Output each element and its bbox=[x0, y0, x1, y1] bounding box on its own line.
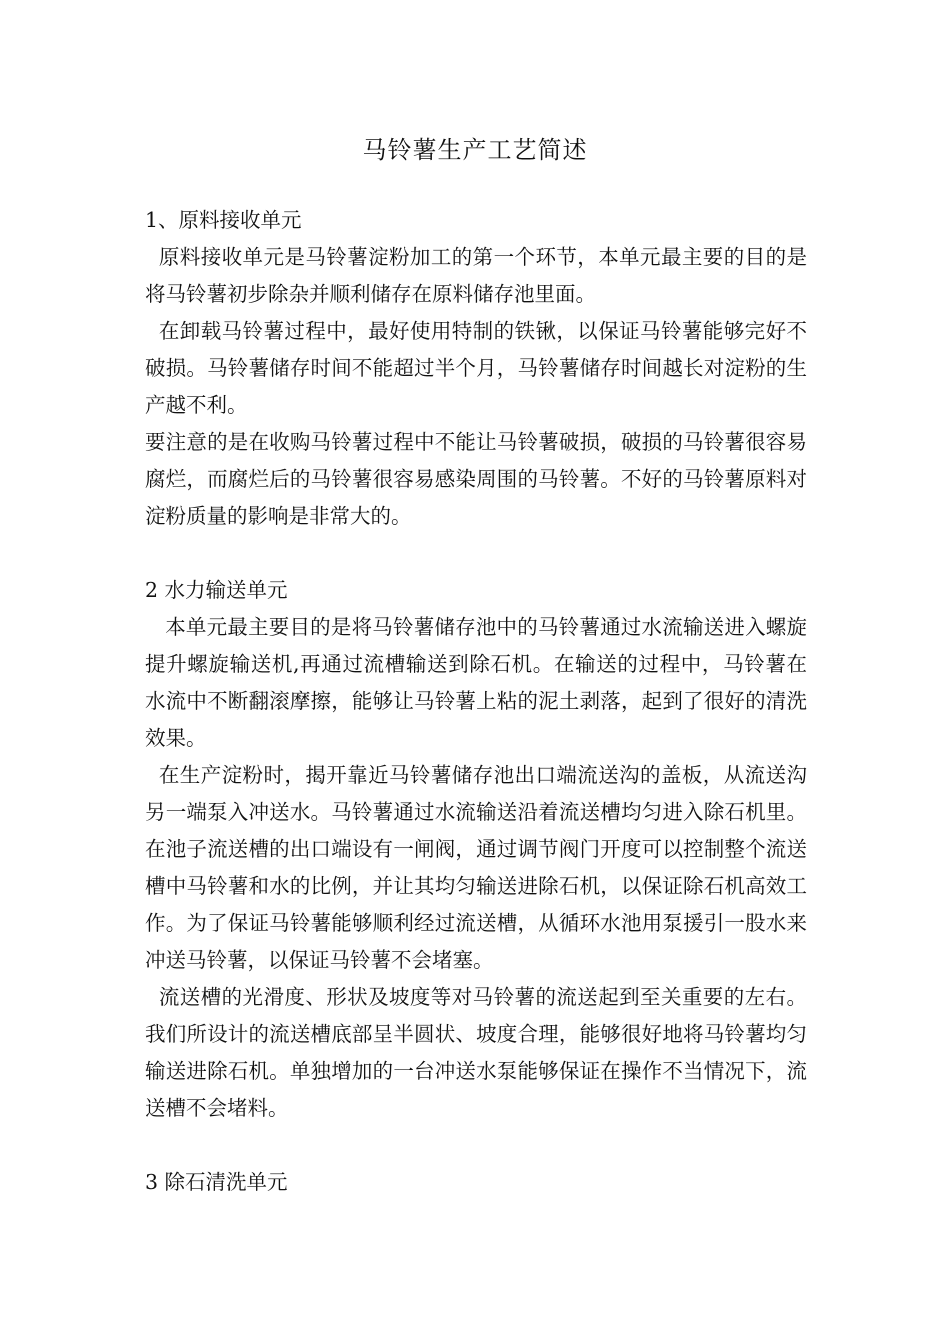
section-heading-3: 3 除石清洗单元 bbox=[145, 1170, 288, 1194]
document-title: 马铃薯生产工艺简述 bbox=[362, 136, 588, 164]
section-2-paragraph: 流送槽的光滑度、形状及坡度等对马铃薯的流送起到至关重要的左右。我们所设计的流送槽底部呈半圆状、坡度合理，能够很好地将马铃薯均匀输送进除石机。单独增加的一台冲送水泵能够保证在操作不当情况下，流送槽不会堵料。 bbox=[145, 985, 807, 1120]
section-spacer bbox=[145, 535, 807, 572]
section-2-paragraph: 在生产淀粉时，揭开靠近马铃薯储存池出口端流送沟的盖板，从流送沟另一端泵入冲送水。马铃薯通过水流输送沿着流送槽均匀进入除石机里。在池子流送槽的出口端设有一闸阀，通过调节阀门开度可以控制整个流送槽中马铃薯和水的比例，并让其均匀输送进除石机，以保证除石机高效工作。为了保证马铃薯能够顺利经过流送槽，从循环水池用泵援引一股水来冲送马铃薯，以保证马铃薯不会堵塞。 bbox=[145, 763, 807, 972]
section-1-paragraph: 在卸载马铃薯过程中，最好使用特制的铁锹，以保证马铃薯能够完好不破损。马铃薯储存时间不能超过半个月，马铃薯储存时间越长对淀粉的生产越不利。 bbox=[145, 319, 807, 417]
section-1-paragraph: 原料接收单元是马铃薯淀粉加工的第一个环节，本单元最主要的目的是将马铃薯初步除杂并顺利储存在原料储存池里面。 bbox=[145, 245, 807, 306]
document-body bbox=[145, 202, 807, 1201]
section-2-paragraph: 本单元最主要目的是将马铃薯储存池中的马铃薯通过水流输送进入螺旋提升螺旋输送机,再通过流槽输送到除石机。在输送的过程中，马铃薯在水流中不断翻滚摩擦，能够让马铃薯上粘的泥土剥落，起到了很好的清洗效果。 bbox=[145, 615, 807, 750]
section-heading-1: 1、原料接收单元 bbox=[145, 208, 302, 232]
section-spacer bbox=[145, 1127, 807, 1164]
section-heading-2: 2 水力输送单元 bbox=[145, 578, 288, 602]
section-1-paragraph: 要注意的是在收购马铃薯过程中不能让马铃薯破损，破损的马铃薯很容易腐烂，而腐烂后的马铃薯很容易感染周围的马铃薯。不好的马铃薯原料对淀粉质量的影响是非常大的。 bbox=[145, 430, 807, 528]
